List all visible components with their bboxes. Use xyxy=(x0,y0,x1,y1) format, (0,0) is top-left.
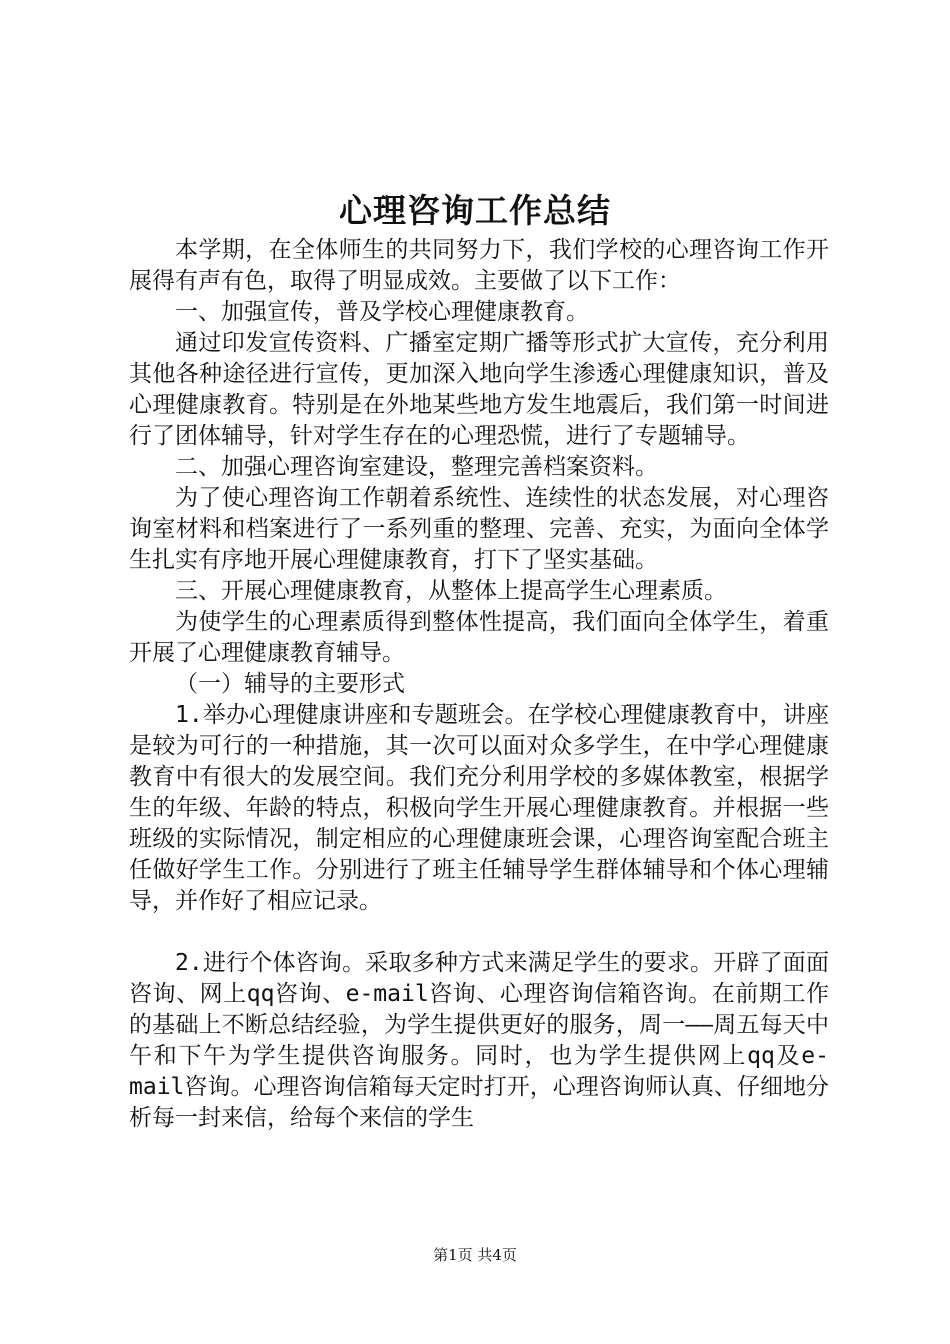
document-title: 心理咨询工作总结 xyxy=(339,191,611,230)
heading-section-2: 二、加强心理咨询室建设，整理完善档案资料。 xyxy=(175,454,658,480)
paragraph-intro: 本学期，在全体师生的共同努力下，我们学校的心理咨询工作开展得有声有色，取得了明显成效。主要做了以下工作： xyxy=(129,237,829,294)
paragraph-section-1: 通过印发宣传资料、广播室定期广播等形式扩大宣传，充分利用其他各种途径进行宣传，更加深入地向学生渗透心理健康知识，普及心理健康教育。特别是在外地某些地方发生地震后，我们第一时间进行了团体辅导，针对学生存在的心理恐慌，进行了专题辅导。 xyxy=(129,330,829,449)
paragraph-item-2: 2.进行个体咨询。采取多种方式来满足学生的要求。开辟了面面咨询、网上qq咨询、e-mail咨询、心理咨询信箱咨询。在前期工作的基础上不断总结经验，为学生提供更好的服务，周一——周五每天中午和下午为学生提供咨询服务。同时，也为学生提供网上qq及e-mail咨询。心理咨询信箱每天定时打开，心理咨询师认真、仔细地分析每一封来信，给每个来信的学生 xyxy=(129,950,829,1131)
paragraph-section-3: 为使学生的心理素质得到整体性提高，我们面向全体学生，着重开展了心理健康教育辅导。 xyxy=(129,609,829,666)
page-number-footer: 第1页 共4页 xyxy=(433,1246,517,1264)
document-body xyxy=(129,235,829,1134)
paragraph-item-1: 1.举办心理健康讲座和专题班会。在学校心理健康教育中，讲座是较为可行的一种措施，其一次可以面对众多学生，在中学心理健康教育中有很大的发展空间。我们充分利用学校的多媒体教室，根据学生的年级、年龄的特点，积极向学生开展心理健康教育。并根据一些班级的实际情况，制定相应的心理健康班会课，心理咨询室配合班主任做好学生工作。分别进行了班主任辅导学生群体辅导和个体心理辅导，并作好了相应记录。 xyxy=(129,702,829,914)
heading-section-3: 三、开展心理健康教育，从整体上提高学生心理素质。 xyxy=(175,578,727,604)
subheading-forms: （一）辅导的主要形式 xyxy=(175,671,405,697)
paragraph-section-2: 为了使心理咨询工作朝着系统性、连续性的状态发展，对心理咨询室材料和档案进行了一系列重的整理、完善、充实，为面向全体学生扎实有序地开展心理健康教育，打下了坚实基础。 xyxy=(129,485,829,573)
heading-section-1: 一、加强宣传，普及学校心理健康教育。 xyxy=(175,299,589,325)
